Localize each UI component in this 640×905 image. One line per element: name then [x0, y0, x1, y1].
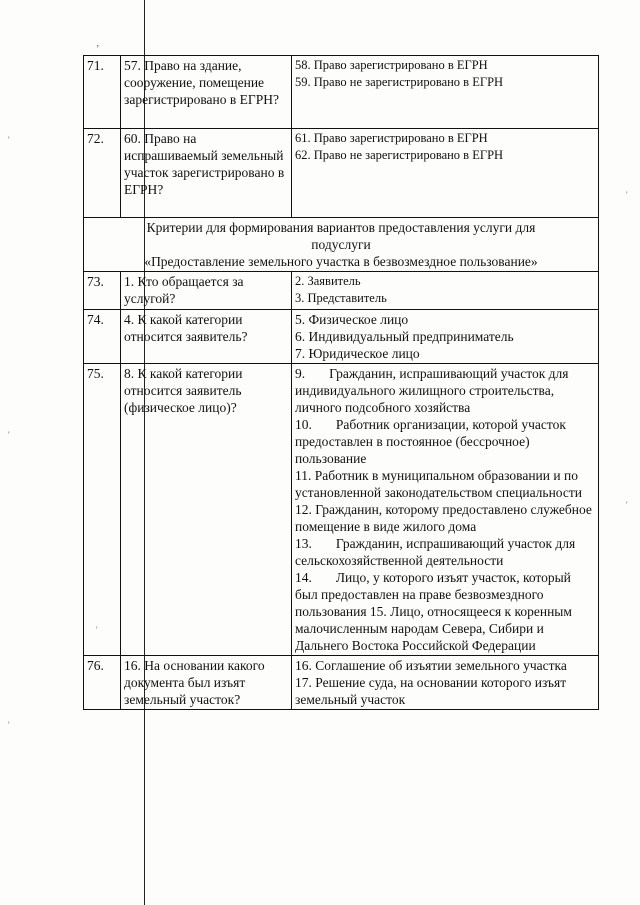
- question-cell: 60. Право на испрашиваемый земельный участок зарегистрировано в ЕГРН?: [121, 129, 292, 218]
- question-cell: 1. Кто обращается за услугой?: [121, 272, 292, 310]
- answer-text: Гражданин, испрашивающий участок для индивидуального жилищного строительства, личного подсобного хозяйства: [295, 366, 569, 415]
- answer-number: 9.: [295, 366, 306, 381]
- answer-item: [295, 535, 595, 569]
- answer-item: 62. Право не зарегистрировано в ЕГРН: [295, 148, 504, 162]
- answer-number: 10.: [295, 417, 312, 432]
- answer-item: 6. Индивидуальный предприниматель: [295, 329, 514, 344]
- row-number: 72.: [84, 129, 121, 218]
- table-row: [84, 656, 599, 710]
- answer-item: 16. Соглашение об изъятии земельного участка: [295, 658, 567, 673]
- row-number: 76.: [84, 656, 121, 710]
- answer-text: Работник организации, которой участок предоставлен в постоянное (бессрочное) пользование: [295, 417, 566, 466]
- table-row: [84, 364, 599, 656]
- answer-item: 12. Гражданин, которому предоставлено служебное помещение в виде жилого дома: [295, 502, 592, 534]
- row-number: 74.: [84, 310, 121, 364]
- question-cell: 4. К какой категории относится заявитель?: [121, 310, 292, 364]
- question-cell: 16. На основании какого документа был изъят земельный участок?: [121, 656, 292, 710]
- table-row: [84, 56, 599, 129]
- answer-item: [295, 569, 595, 654]
- answer-item: 59. Право не зарегистрировано в ЕГРН: [295, 75, 504, 89]
- answer-item: 61. Право зарегистрировано в ЕГРН: [295, 131, 488, 145]
- section-header: [84, 218, 599, 272]
- answer-cell: [292, 310, 599, 364]
- scan-mark: ': [96, 625, 98, 635]
- table-row: [84, 310, 599, 364]
- scan-mark: ': [8, 720, 10, 730]
- question-cell: 8. К какой категории относится заявитель (физическое лицо)?: [121, 364, 292, 656]
- scan-mark: ': [8, 135, 10, 145]
- answer-cell: [292, 56, 599, 129]
- criteria-table: [83, 55, 599, 710]
- row-number: 71.: [84, 56, 121, 129]
- answer-item: 58. Право зарегистрировано в ЕГРН: [295, 58, 488, 72]
- answer-number: 14.: [295, 570, 312, 585]
- section-title-line: «Предоставление земельного участка в безвозмездное пользование»: [144, 254, 538, 269]
- answer-cell: [292, 364, 599, 656]
- answer-item: 17. Решение суда, на основании которого изъят земельный участок: [295, 675, 567, 707]
- section-title-line: Критерии для формирования вариантов предоставления услуги для: [146, 220, 536, 235]
- answer-item: 11. Работник в муниципальном образовании и по установленной законодательством специальности: [295, 468, 583, 500]
- scan-mark: ': [626, 500, 628, 510]
- row-number: 75.: [84, 364, 121, 656]
- answer-text: Лицо, у которого изъят участок, который был предоставлен на праве безвозмездного пользования 15. Лицо, относящееся к коренным малочисленным народам Севера, Сибири и Дальнего Востока Российской Федерации: [295, 570, 572, 653]
- answer-item: [295, 365, 595, 416]
- answer-text: Гражданин, испрашивающий участок для сельскохозяйственной деятельности: [295, 536, 576, 568]
- answer-item: [295, 416, 595, 467]
- row-number: 73.: [84, 272, 121, 310]
- section-header-row: [84, 218, 599, 272]
- scan-mark: ': [8, 430, 10, 440]
- table-row: [84, 129, 599, 218]
- answer-cell: [292, 656, 599, 710]
- scan-mark: ': [626, 190, 628, 200]
- scan-mark: ʼ: [96, 44, 100, 55]
- answer-cell: [292, 129, 599, 218]
- answer-item: 5. Физическое лицо: [295, 312, 409, 327]
- answer-item: 7. Юридическое лицо: [295, 346, 420, 361]
- answer-cell: [292, 272, 599, 310]
- question-cell: 57. Право на здание, сооружение, помещение зарегистрировано в ЕГРН?: [121, 56, 292, 129]
- answer-number: 13.: [295, 536, 312, 551]
- section-title-line: подуслуги: [311, 237, 371, 252]
- table-row: [84, 272, 599, 310]
- answer-item: 3. Представитель: [295, 291, 387, 305]
- answer-item: 2. Заявитель: [295, 274, 361, 288]
